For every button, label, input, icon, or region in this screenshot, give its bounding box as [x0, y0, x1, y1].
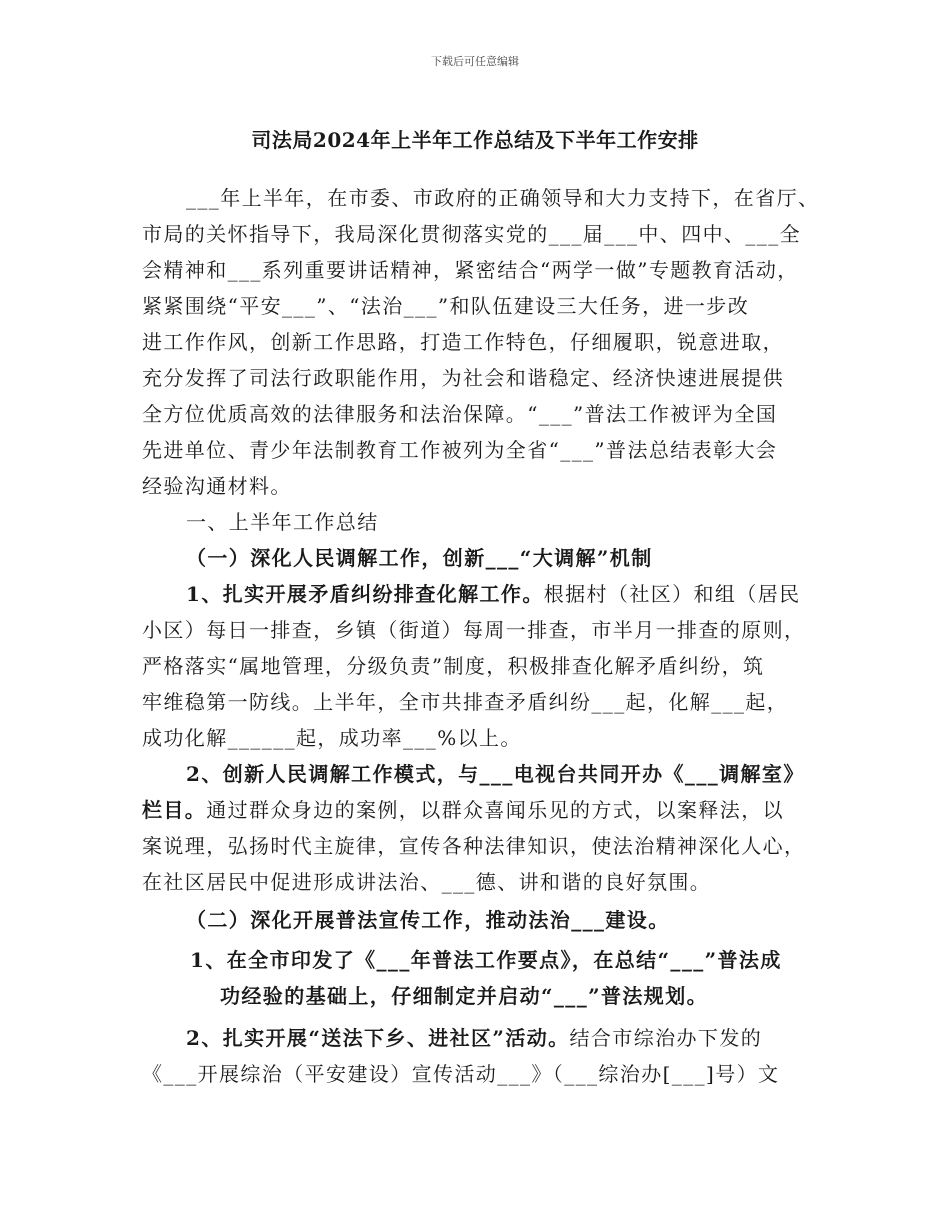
subsection-heading-1: （一）深化人民调解工作，创新___“大调解”机制 [186, 546, 653, 570]
sub2-item2-line-2: 《___开展综治（平安建设）宣传活动___》（___综治办[___]号）文 [142, 1062, 780, 1086]
intro-line-7: 全方位优质高效的法律服务和法治保障。“___”普法工作被评为全国 [142, 402, 778, 426]
item1-heading: 1、扎实开展矛盾纠纷排查化解工作。 [186, 582, 544, 606]
item1-text: 根据村（社区）和组（居民 [543, 582, 801, 606]
item2-heading-end: 栏目。 [142, 798, 207, 822]
intro-line-4: 紧紧围绕“平安___”、“法治___”和队伍建设三大任务，进一步改 [142, 294, 750, 318]
item1-line-2: 小区）每日一排查，乡镇（街道）每周一排查，市半月一排查的原则， [142, 618, 806, 642]
item2-line-4: 在社区居民中促进形成讲法治、___德、讲和谐的良好氛围。 [142, 870, 712, 894]
sub2-item2-line-1 [186, 1021, 866, 1055]
item2-line-2 [142, 793, 822, 827]
subsection-heading-2: （二）深化开展普法宣传工作，推动法治___建设。 [186, 908, 670, 932]
intro-line-1: ___年上半年，在市委、市政府的正确领导和大力支持下，在省厅、 [186, 186, 820, 210]
intro-line-2: 市局的关怀指导下，我局深化贯彻落实党的___届___中、四中、___全 [142, 222, 801, 246]
sub2-item1-line-2: 功经验的基础上，仔细制定并启动“___”普法规划。 [220, 984, 709, 1008]
intro-line-9: 经验沟通材料。 [142, 474, 292, 498]
item1-line-5: 成功化解______起，成功率___%以上。 [142, 726, 522, 750]
intro-line-5: 进工作作风，创新工作思路，打造工作特色，仔细履职，锐意进取， [142, 330, 784, 354]
item1-line-4: 牢维稳第一防线。上半年，全市共排查矛盾纠纷___起，化解___起， [142, 690, 789, 714]
item2-line-1: 2、创新人民调解工作模式，与___电视台共同开办《___调解室》 [186, 762, 805, 786]
sub2-item2-text: 结合市综治办下发的 [569, 1026, 763, 1050]
sub2-item1-line-1: 1、在全市印发了《___年普法工作要点》，在总结“___”普法成 [190, 948, 782, 972]
item2-line-3: 案说理，弘扬时代主旋律，宣传各种法律知识，使法治精神深化人心， [142, 834, 806, 858]
item1-line-1 [186, 577, 866, 611]
page-title: 司法局2024年上半年工作总结及下半年工作安排 [251, 128, 699, 152]
header-note: 下载后可任意编辑 [431, 55, 519, 68]
item2-text: 通过群众身边的案例，以群众喜闻乐见的方式，以案释法，以 [206, 798, 785, 822]
intro-line-8: 先进单位、青少年法制教育工作被列为全省“___”普法总结表彰大会 [142, 438, 778, 462]
intro-line-6: 充分发挥了司法行政职能作用，为社会和谐稳定、经济快速进展提供 [142, 366, 784, 390]
section-heading: 一、上半年工作总结 [186, 510, 379, 534]
sub2-item2-heading: 2、扎实开展“送法下乡、进社区”活动。 [186, 1026, 570, 1050]
item1-line-3: 严格落实“属地管理，分级负责”制度，积极排查化解矛盾纠纷，筑 [142, 654, 765, 678]
intro-line-3: 会精神和___系列重要讲话精神，紧密结合“两学一做”专题教育活动， [142, 258, 799, 282]
